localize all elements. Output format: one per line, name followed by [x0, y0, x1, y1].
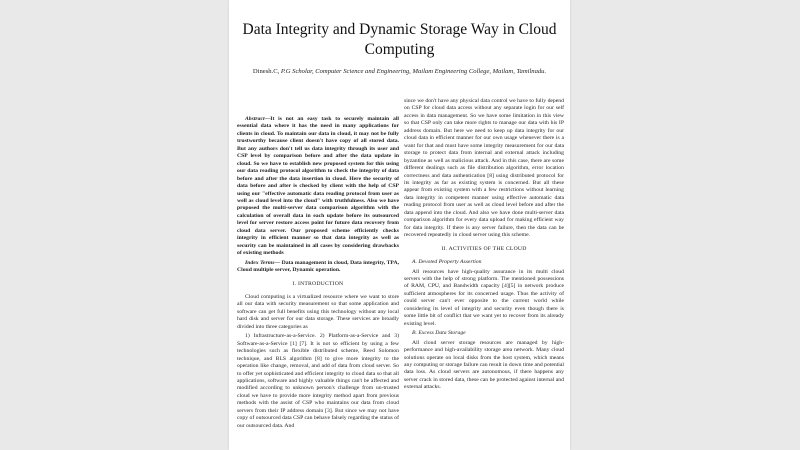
paper-title: Data Integrity and Dynamic Storage Way in Cloud Computing [242, 21, 557, 58]
paper-page [229, 0, 570, 450]
abstract-label: Abstract [245, 116, 265, 122]
section-heading-activities: II. ACTIVITIES OF THE CLOUD [441, 245, 527, 252]
section-heading-introduction: I. INTRODUCTION [292, 280, 344, 287]
left-column [237, 116, 399, 432]
subsection-heading-a: A. Devoted Property Assertion [412, 259, 482, 266]
index-terms-label: Index Terms [245, 259, 275, 266]
abstract [237, 116, 399, 258]
author-name: Dinesh.C, [252, 68, 281, 75]
right-paragraph-1: since we don't have any physical data control we have to fully depend on CSP for cloud data access without any separate login for our self access in data management. So we have some limitation in this view so that CSP only can take more rights to manage our data with his IP address domain. But here we need to keep up data integrity for our cloud data in efficient manner for our own usage whenever there is a want for that and must have some integrity measurement for our data storage to protect data from internal and external attack including byzantine as well as malicious attack. And in this case, there are some different dealings such as file distribution algorithm, error location correctness and data authentication [8] using distributed protocol for its integrity as far as existing system is concerned. But all these appear from existing system with a few restrictions without learning data integrity in competent manner using effective automatic data reading protocol from user as well as cloud level before and after the data append into the cloud. And also we have done multi-server data comparison algorithm for every data upload for making efficient way for data integrity. If there is any server failure, then the data can be recovered repeatedly in cloud server using this scheme. [404, 98, 564, 239]
intro-paragraph-2: 1) Infrastructure-as-a-Service. 2) Platform-as-a-Service and 3) Software-as-a-Service [1] [7]. It is not so efficient by using a few technologies such as flexible distributed scheme, Reed Solomon technique, and BLS algorithm [8] to give more integrity to the operation like change, removal, and add of data from cloud server. So to offer yet sophisticated and efficient integrity to cloud data so that all applications, software and highly valuable things can't be affected and modified according to unknown person's challenge from un-trusted cloud we have to provide more integrity method apart from previous methods with the assist of CSP who maintains our data from cloud servers from their IP address domain [3]. But since we may not have copy of outsourced data CSP can behave falsely regarding the status of our outsourced data. And [237, 333, 399, 429]
author-line [237, 67, 562, 76]
index-terms [237, 260, 399, 275]
subsection-b-text: All cloud server storage resources are managed by high-performance and high-availability storage area network. Many cloud solutions operate on local disks from the host system, which means any computing or storage failure can result in down time and potential data loss. As cloud servers are autonomous, if there happens any server crack in stored data, these can be protected against internal and external attacks. [404, 339, 564, 391]
abstract-text: —It is not an easy task to securely maintain all essential data where it has the need in many applications for clients in cloud. To maintain our data in cloud, it may not be fully trustworthy because client doesn't have copy of all stored data. But any authors don't tell us data integrity through its user and CSP level by comparison before and after the data update in cloud. So we have to establish new proposed system for this using our data reading protocol algorithm to check the integrity of data before and after the data insertion in cloud. Here the security of data before and after is checked by client with the help of CSP using our "effective automatic data reading protocol from user as well as cloud level into the cloud" with truthfulness. Also we have proposed the multi-server data comparison algorithm with the calculation of overall data in each update before its outsourced level for server restore access point for future data recovery from cloud data server. Our proposed scheme efficiently checks integrity in efficient manner so that data integrity as well as security can be maintained in all cases by considering drawbacks of existing methods [237, 116, 399, 257]
index-terms-text: — Data management in cloud, Data integrity, TPA, Cloud multiple server, Dynamic operation. [237, 259, 399, 274]
subsection-a-text: All resources have high-quality assurance in its multi cloud servers with the help of strong platform. The mentioned possessions of RAM, CPU, and Bandwidth capacity [4][5] in network produce sufficient atmospheres for its concerned usage. Thus the activity of could server can't ever opposite to the current world while considering its level of integrity and security even though there is some little bit of conflict that we want yet to recover from its already existing level. [404, 268, 564, 327]
author-affiliation: P.G Scholar, Computer Science and Engineering, Mailam Engineering College, Mailam, Tamilnadu. [280, 68, 547, 75]
intro-paragraph-1: Cloud computing is a virtualized resource where we want to store all our data with security measurement so that some application and software can get full benefits using this technology without any local hard disk and server for our data storage. These services are broadly divided into three categories as [237, 293, 399, 330]
subsection-heading-b: B. Excess Data Storage [412, 330, 466, 337]
right-column [404, 98, 564, 394]
